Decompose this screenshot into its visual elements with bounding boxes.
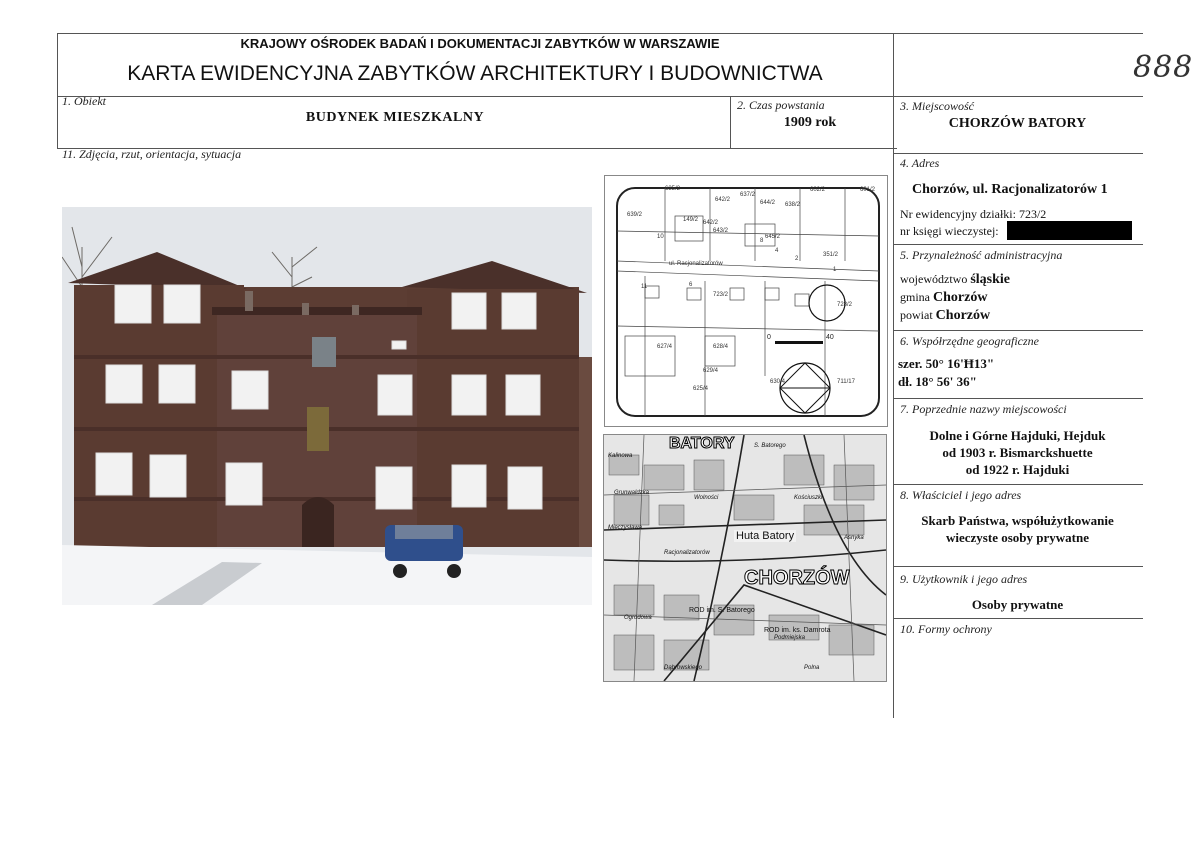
obiekt-value: BUDYNEK MIESZKALNY xyxy=(305,110,485,125)
parcel-label: 6 xyxy=(689,282,693,288)
right-sep-3 xyxy=(893,153,1143,154)
street-label: Kościuszki xyxy=(794,495,823,501)
miejscowosc-value: CHORZÓW BATORY xyxy=(948,116,1087,131)
nr-dzialki xyxy=(900,207,1046,222)
right-sep-6 xyxy=(893,398,1143,399)
parcel-label: 644/2 xyxy=(760,200,776,206)
czas-divider xyxy=(730,96,731,148)
parcel-label: 639/2 xyxy=(627,212,643,218)
parcel-label: 10 xyxy=(657,234,664,240)
citymap-pod-label: ROD im. S. Batorego xyxy=(689,607,755,614)
parcel-label: 628/4 xyxy=(713,344,729,350)
adres-value: Chorzów, ul. Racjonalizatorów 1 xyxy=(912,182,1108,197)
wspolrzedne-label: 6. Współrzędne geograficzne xyxy=(900,334,1039,348)
parcel-label: 630/4 xyxy=(770,379,786,385)
right-column-divider xyxy=(893,33,894,718)
right-sep-9 xyxy=(893,618,1143,619)
ksiega-label: nr księgi wieczystej: xyxy=(900,224,999,238)
przynaleznosc-label: 5. Przynależność administracyjna xyxy=(900,248,1063,262)
wlasciciel-line2: wieczyste osoby prywatne xyxy=(946,530,1089,545)
parcel-label: 637/2 xyxy=(740,192,756,198)
parcel-label: 625/4 xyxy=(693,386,709,392)
zdjecia-label: 11. Zdjęcia, rzut, orientacja, sytuacja xyxy=(62,147,242,161)
powiat-row xyxy=(900,308,990,324)
czas-value: 1909 rok xyxy=(783,115,837,130)
parcel-label: 11 xyxy=(641,284,648,290)
parcel-label: 601/2 xyxy=(860,187,876,193)
plan-scale-right: 40 xyxy=(826,334,834,341)
wojewodztwo-row xyxy=(900,272,1010,288)
ksiega-redaction xyxy=(1007,221,1132,240)
uzytkownik-label: 9. Użytkownik i jego adres xyxy=(900,572,1028,586)
parcel-label: 629/4 xyxy=(703,368,719,374)
gmina-value: Chorzów xyxy=(933,290,988,305)
wojewodztwo-value: śląskie xyxy=(970,272,1011,287)
gmina-label: gmina xyxy=(900,290,930,304)
street-label: Dąbrowskiego xyxy=(664,665,703,671)
nr-dzialki-value: 723/2 xyxy=(1018,207,1047,221)
citymap-pod-label2: ROD im. ks. Damrota xyxy=(764,627,831,634)
poprzednie-label: 7. Poprzednie nazwy miejscowości xyxy=(900,402,1067,416)
parcel-label: 1 xyxy=(833,267,837,273)
building-photo xyxy=(62,207,592,605)
gmina-row xyxy=(900,290,987,306)
powiat-label: powiat xyxy=(900,308,933,322)
citymap-label-chorzow: CHORZÓW xyxy=(744,567,850,589)
site-plan xyxy=(604,175,888,427)
street-label: Podmiejska xyxy=(774,635,806,641)
poprzednie-line1: Dolne i Górne Hajduki, Hejduk xyxy=(929,428,1106,443)
parcel-label: 4 xyxy=(775,248,779,254)
street-label: Mieczysława xyxy=(608,525,643,531)
street-label: Ogrodowa xyxy=(624,615,652,621)
parcel-label: 627/4 xyxy=(657,344,673,350)
parcel-label: 638/2 xyxy=(785,202,801,208)
dlugosc-value: dł. 18° 56' 36" xyxy=(898,374,977,389)
right-sep-7 xyxy=(893,484,1143,485)
parcel-label: 8 xyxy=(760,238,764,244)
parcel-label: 149/2 xyxy=(683,217,699,223)
citymap-label-batory: BATORY xyxy=(669,435,735,452)
czas-label: 2. Czas powstania xyxy=(737,98,825,112)
parcel-label: 602/2 xyxy=(810,187,826,193)
parcel-label: 635/2 xyxy=(665,186,681,192)
right-sep-5 xyxy=(893,330,1143,331)
adres-label: 4. Adres xyxy=(900,156,940,170)
parcel-label: 642/2 xyxy=(715,197,731,203)
parcel-label: 642/2 xyxy=(703,220,719,226)
miejscowosc-label: 3. Miejscowość xyxy=(900,99,974,113)
header-bottom-line xyxy=(57,96,1143,97)
street-label: Grunwaldzka xyxy=(614,490,650,496)
plan-scale-left: 0 xyxy=(767,334,771,341)
powiat-value: Chorzów xyxy=(935,308,991,323)
poprzednie-line3: od 1922 r. Hajduki xyxy=(965,462,1070,477)
nr-dzialki-label: Nr ewidencyjny działki: xyxy=(900,207,1016,221)
right-sep-4 xyxy=(893,244,1143,245)
obiekt-label: 1. Obiekt xyxy=(62,94,106,108)
street-label: Asnyka xyxy=(844,535,864,541)
parcel-label: 728/2 xyxy=(837,302,853,308)
street-label: S. Batorego xyxy=(754,443,786,449)
parcel-label: 643/2 xyxy=(713,228,729,234)
poprzednie-line2: od 1903 r. Bismarckshuette xyxy=(942,445,1093,460)
parcel-label: 711/17 xyxy=(837,379,855,385)
formy-label: 10. Formy ochrony xyxy=(900,622,992,636)
street-label: Racjonalizatorów xyxy=(664,550,710,556)
wojewodztwo-label: województwo xyxy=(900,272,968,286)
citymap-label-huta: Huta Batory xyxy=(736,530,795,542)
city-map xyxy=(603,434,887,682)
right-sep-8 xyxy=(893,566,1143,567)
parcel-label: 645/2 xyxy=(765,234,781,240)
uzytkownik-value: Osoby prywatne xyxy=(971,597,1064,612)
card-number: 888 xyxy=(1133,50,1194,85)
frame-left-line xyxy=(57,33,58,148)
street-label: Polna xyxy=(804,665,820,671)
parcel-label: 351/2 xyxy=(823,252,839,258)
frame-top-line xyxy=(57,33,1143,34)
institution-name: KRAJOWY OŚRODEK BADAŃ I DOKUMENTACJI ZABYTKÓW W WARSZAWIE xyxy=(240,36,720,51)
card-title: KARTA EWIDENCYJNA ZABYTKÓW ARCHITEKTURY I BUDOWNICTWA xyxy=(127,62,823,85)
street-label: Wolności xyxy=(694,495,719,501)
parcel-label: 723/2 xyxy=(713,292,729,298)
wlasciciel-label: 8. Właściciel i jego adres xyxy=(900,488,1022,502)
parcel-label: 2 xyxy=(795,256,799,262)
plan-street-label: ul. Racjonalizatorów xyxy=(669,261,723,267)
street-label: Kalinowa xyxy=(608,453,633,459)
wlasciciel-line1: Skarb Państwa, współużytkowanie xyxy=(921,513,1114,528)
szerokosc-value: szer. 50° 16'Ħ13" xyxy=(898,356,995,371)
